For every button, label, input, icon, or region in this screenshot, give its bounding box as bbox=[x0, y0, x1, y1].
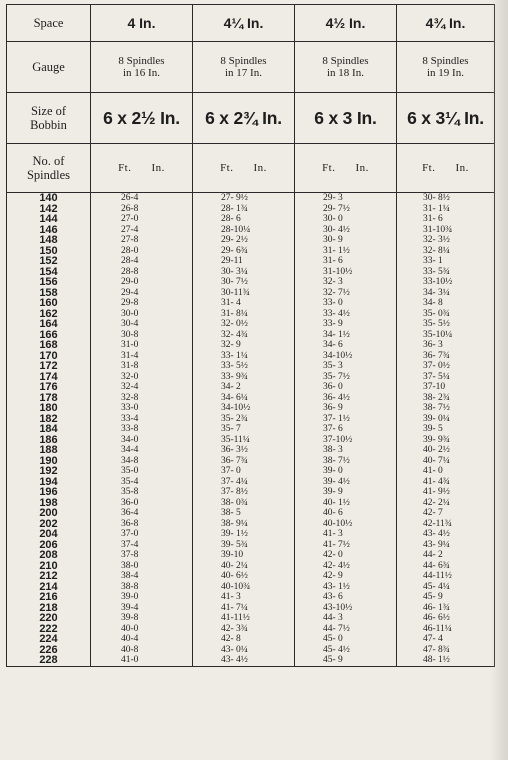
length-value: 41- 7½ bbox=[323, 539, 350, 550]
in-label: In. bbox=[355, 162, 369, 174]
in-label: In. bbox=[253, 162, 267, 174]
length-value: 39- 0 bbox=[323, 466, 343, 476]
length-value: 45- 9 bbox=[423, 592, 443, 602]
length-value: 39- 9 bbox=[323, 487, 343, 497]
length-value: 33-0 bbox=[121, 403, 139, 413]
length-value: 40-10½ bbox=[323, 518, 353, 529]
length-value: 31- 1½ bbox=[323, 245, 350, 256]
length-value: 27-0 bbox=[121, 214, 139, 224]
units-row bbox=[7, 144, 495, 193]
length-value: 33- 9¾ bbox=[221, 371, 248, 382]
length-value: 30- 9 bbox=[323, 235, 343, 245]
in-label: In. bbox=[455, 162, 469, 174]
length-value: 35- 7 bbox=[221, 424, 241, 434]
bobbin-col-4: 6 x 3¼ In. bbox=[397, 93, 495, 144]
spindle-count: 154 bbox=[39, 265, 58, 278]
gauge-col-4-line1: 8 Spindles bbox=[422, 55, 469, 67]
length-value: 33-8 bbox=[121, 424, 139, 434]
spindle-count: 164 bbox=[39, 318, 58, 330]
length-value: 34-0 bbox=[121, 434, 139, 445]
length-value: 38-4 bbox=[121, 571, 139, 581]
length-value: 38- 7½ bbox=[423, 403, 450, 413]
length-value: 38- 3 bbox=[323, 445, 343, 455]
length-value: 44- 6¾ bbox=[423, 560, 450, 571]
length-value: 35- 0¾ bbox=[423, 308, 450, 319]
length-value: 39-4 bbox=[121, 602, 139, 613]
length-value: 43-10½ bbox=[323, 602, 353, 613]
spindle-count: 188 bbox=[39, 444, 58, 456]
length-value: 38- 7½ bbox=[323, 455, 350, 466]
units-col-3 bbox=[295, 144, 397, 193]
length-value: 33- 4½ bbox=[323, 308, 350, 319]
length-value: 42- 3¾ bbox=[221, 623, 248, 634]
gauge-col-2-line1: 8 Spindles bbox=[220, 55, 267, 67]
length-value: 37-10½ bbox=[323, 434, 353, 445]
length-value: 48- 1½ bbox=[423, 655, 450, 665]
length-value: 45- 4¼ bbox=[423, 581, 450, 592]
length-value: 34- 3¼ bbox=[423, 287, 450, 298]
length-value: 29-8 bbox=[121, 298, 139, 308]
length-value: 31-4 bbox=[121, 350, 139, 361]
length-value: 26-4 bbox=[121, 193, 139, 203]
length-value: 39-0 bbox=[121, 592, 139, 602]
length-value: 42- 9 bbox=[323, 571, 343, 581]
length-value: 44-11½ bbox=[423, 571, 452, 581]
space-label: Space bbox=[7, 5, 91, 42]
gauge-col-3-line2: in 18 In. bbox=[327, 67, 364, 79]
length-value: 29- 3 bbox=[323, 193, 343, 203]
length-value: 36- 3½ bbox=[221, 445, 248, 455]
length-value: 46- 6½ bbox=[423, 613, 450, 623]
length-value: 35-4 bbox=[121, 476, 139, 487]
length-value: 35- 5½ bbox=[423, 319, 450, 329]
length-value: 38- 0¾ bbox=[221, 497, 248, 508]
spindles-label bbox=[7, 144, 91, 193]
length-value: 29-4 bbox=[121, 287, 139, 298]
length-value: 36- 7¾ bbox=[423, 350, 450, 361]
length-value: 31- 6 bbox=[423, 214, 443, 224]
length-value: 45- 4½ bbox=[323, 644, 350, 655]
length-value: 40- 1½ bbox=[323, 497, 350, 508]
length-value: 34- 6 bbox=[323, 340, 343, 350]
length-value: 32- 4¾ bbox=[221, 329, 248, 340]
length-value: 32- 3½ bbox=[423, 235, 450, 245]
length-value: 30-0 bbox=[121, 308, 139, 319]
bobbin-row bbox=[7, 93, 495, 144]
spindle-count: 190 bbox=[39, 454, 58, 467]
length-value: 26-8 bbox=[121, 203, 139, 214]
length-value: 41- 7¼ bbox=[221, 602, 248, 613]
length-value: 27-4 bbox=[121, 224, 139, 235]
length-value: 36- 0 bbox=[323, 382, 343, 392]
ft-label: Ft. bbox=[220, 162, 234, 174]
length-value: 31-10¾ bbox=[423, 224, 453, 235]
length-value: 31-8 bbox=[121, 361, 139, 371]
spindle-count: 182 bbox=[39, 412, 58, 425]
length-value: 33- 5½ bbox=[221, 361, 248, 371]
length-value: 41- 3 bbox=[221, 592, 241, 602]
gauge-col-4 bbox=[397, 42, 495, 93]
spindle-count: 156 bbox=[39, 276, 58, 288]
length-value: 34- 8 bbox=[423, 298, 443, 308]
spindle-count: 140 bbox=[39, 192, 58, 204]
length-value: 39- 5 bbox=[423, 424, 443, 434]
length-value: 39-8 bbox=[121, 613, 139, 623]
length-value: 40-4 bbox=[121, 634, 139, 644]
length-value: 42- 2¼ bbox=[423, 497, 450, 508]
length-value: 39- 9¾ bbox=[423, 434, 450, 445]
units-col-1 bbox=[91, 144, 193, 193]
length-value: 37-0 bbox=[121, 529, 139, 539]
length-value: 39- 5¾ bbox=[221, 539, 248, 550]
length-value: 32- 3 bbox=[323, 277, 343, 287]
length-value: 32- 9 bbox=[221, 340, 241, 350]
length-value: 40-0 bbox=[121, 623, 139, 634]
length-value: 34- 6¼ bbox=[221, 392, 248, 403]
length-value: 41-0 bbox=[121, 655, 139, 665]
length-value: 42-11¾ bbox=[423, 518, 452, 529]
spindle-count: 160 bbox=[39, 297, 58, 309]
length-value: 33- 5¾ bbox=[423, 266, 450, 277]
spindle-count: 226 bbox=[39, 643, 58, 656]
length-value: 46-11¼ bbox=[423, 623, 452, 634]
spindles-label-line1: No. of bbox=[32, 154, 65, 168]
length-value: 33- 9 bbox=[323, 319, 343, 329]
spindle-count: 176 bbox=[39, 381, 58, 393]
length-value: 35- 7½ bbox=[323, 371, 350, 382]
length-value: 30-8 bbox=[121, 329, 139, 340]
spindle-count: 152 bbox=[39, 255, 58, 267]
spindle-count: 200 bbox=[39, 507, 58, 519]
gauge-col-4-line2: in 19 In. bbox=[427, 67, 464, 79]
bobbin-col-2: 6 x 2¾ In. bbox=[193, 93, 295, 144]
length-value: 37-10 bbox=[423, 382, 446, 392]
length-value: 35- 2¾ bbox=[221, 413, 248, 424]
ft-label: Ft. bbox=[322, 162, 336, 174]
length-value: 35-10¼ bbox=[423, 329, 453, 340]
length-value: 28-8 bbox=[121, 266, 139, 277]
units-col-4 bbox=[397, 144, 495, 193]
spindle-count: 144 bbox=[39, 213, 58, 225]
spindle-count: 210 bbox=[39, 559, 58, 572]
length-value: 28-4 bbox=[121, 256, 139, 266]
length-value: 30- 0 bbox=[323, 214, 343, 224]
length-value: 41- 3 bbox=[323, 529, 343, 539]
spindle-count: 196 bbox=[39, 486, 58, 498]
space-col-4: 4¾ In. bbox=[397, 5, 495, 42]
spindle-count: 184 bbox=[39, 423, 58, 435]
in-label: In. bbox=[151, 162, 165, 174]
length-value: 29-0 bbox=[121, 277, 139, 287]
length-value: 47- 8¾ bbox=[423, 644, 450, 655]
gauge-label: Gauge bbox=[7, 42, 91, 93]
spindle-count: 224 bbox=[39, 633, 58, 645]
length-value: 36-0 bbox=[121, 497, 139, 508]
length-value: 32- 0½ bbox=[221, 319, 248, 329]
length-value: 43- 0¼ bbox=[221, 644, 248, 655]
length-value: 31- 1¼ bbox=[423, 203, 450, 214]
length-value: 37- 8½ bbox=[221, 487, 248, 497]
length-value: 33- 1¼ bbox=[221, 350, 248, 361]
length-value: 31-10½ bbox=[323, 266, 353, 277]
spindle-count: 148 bbox=[39, 234, 58, 246]
bobbin-col-3: 6 x 3 In. bbox=[295, 93, 397, 144]
spindle-count: 214 bbox=[39, 580, 58, 593]
length-value: 30- 7½ bbox=[221, 277, 248, 287]
length-value: 32- 8¼ bbox=[423, 245, 450, 256]
spindles-column bbox=[7, 193, 91, 667]
spindle-count: 198 bbox=[39, 496, 58, 509]
length-value: 33-10½ bbox=[423, 277, 453, 287]
page-edge-shadow bbox=[490, 0, 508, 760]
length-value: 45- 0 bbox=[323, 634, 343, 644]
spindle-count: 180 bbox=[39, 402, 58, 414]
length-value: 38- 9¼ bbox=[221, 518, 248, 529]
length-value: 39- 4½ bbox=[323, 476, 350, 487]
length-value: 35- 3 bbox=[323, 361, 343, 371]
length-value: 30- 8½ bbox=[423, 193, 450, 203]
spindle-count: 208 bbox=[39, 549, 58, 561]
gauge-col-3 bbox=[295, 42, 397, 93]
length-value: 37- 6 bbox=[323, 424, 343, 434]
length-value: 34-10½ bbox=[221, 403, 251, 413]
length-value: 33-4 bbox=[121, 413, 139, 424]
spindle-count: 212 bbox=[39, 570, 58, 582]
gauge-row bbox=[7, 42, 495, 93]
spindle-count: 218 bbox=[39, 601, 58, 614]
length-value: 39-10 bbox=[221, 550, 244, 560]
length-value: 44- 2 bbox=[423, 550, 443, 560]
length-value: 30- 4½ bbox=[323, 224, 350, 235]
space-row bbox=[7, 5, 495, 42]
length-column-3 bbox=[295, 193, 397, 667]
length-value: 36- 4½ bbox=[323, 392, 350, 403]
length-value: 42- 4½ bbox=[323, 560, 350, 571]
spindle-count: 146 bbox=[39, 223, 58, 236]
length-value: 43- 1½ bbox=[323, 581, 350, 592]
length-value: 41- 0 bbox=[423, 466, 443, 476]
length-value: 32-8 bbox=[121, 392, 139, 403]
length-value: 34- 1½ bbox=[323, 329, 350, 340]
length-value: 33- 0 bbox=[323, 298, 343, 308]
length-column-1 bbox=[91, 193, 193, 667]
space-col-3: 4½ In. bbox=[295, 5, 397, 42]
length-value: 41- 9½ bbox=[423, 487, 450, 497]
length-value: 37- 0½ bbox=[423, 361, 450, 371]
length-value: 43- 4½ bbox=[221, 655, 248, 665]
gauge-col-1-line2: in 16 In. bbox=[123, 67, 160, 79]
length-value: 36- 7¾ bbox=[221, 455, 248, 466]
length-value: 44- 3 bbox=[323, 613, 343, 623]
length-value: 31- 6 bbox=[323, 256, 343, 266]
ft-label: Ft. bbox=[118, 162, 132, 174]
length-value: 41- 4¾ bbox=[423, 476, 450, 487]
length-value: 36-8 bbox=[121, 518, 139, 529]
space-col-2: 4¼ In. bbox=[193, 5, 295, 42]
bobbin-label-line1: Size of bbox=[30, 104, 67, 118]
spindle-count: 204 bbox=[39, 528, 58, 540]
spindle-count: 150 bbox=[39, 244, 58, 257]
length-value: 29- 6¾ bbox=[221, 245, 248, 256]
length-value: 44- 7½ bbox=[323, 623, 350, 634]
length-value: 34-4 bbox=[121, 445, 139, 455]
spindle-count: 172 bbox=[39, 360, 58, 372]
length-value: 37-8 bbox=[121, 550, 139, 560]
length-value: 32- 7½ bbox=[323, 287, 350, 298]
length-value: 41-11½ bbox=[221, 613, 250, 623]
spindle-count: 168 bbox=[39, 339, 58, 351]
length-value: 42- 7 bbox=[423, 508, 443, 518]
spindle-count: 228 bbox=[39, 654, 58, 666]
length-value: 37- 1½ bbox=[323, 413, 350, 424]
length-value: 29- 2½ bbox=[221, 235, 248, 245]
length-value: 40- 2¼ bbox=[221, 560, 248, 571]
spindle-count: 194 bbox=[39, 475, 58, 488]
length-value: 34-10½ bbox=[323, 350, 353, 361]
spindle-count: 166 bbox=[39, 328, 58, 341]
length-value: 38-0 bbox=[121, 560, 139, 571]
length-value: 42- 0 bbox=[323, 550, 343, 560]
spindle-count: 222 bbox=[39, 622, 58, 635]
length-value: 46- 1¾ bbox=[423, 602, 450, 613]
length-value: 34-8 bbox=[121, 455, 139, 466]
length-value: 43- 6 bbox=[323, 592, 343, 602]
length-value: 28- 1¾ bbox=[221, 203, 248, 214]
length-column-2 bbox=[193, 193, 295, 667]
spindle-count: 186 bbox=[39, 433, 58, 446]
length-value: 32-4 bbox=[121, 382, 139, 392]
length-value: 30- 3¼ bbox=[221, 266, 248, 277]
spindle-spacing-table bbox=[6, 4, 495, 667]
length-value: 40- 7¼ bbox=[423, 455, 450, 466]
length-value: 37- 4¼ bbox=[221, 476, 248, 487]
ft-label: Ft. bbox=[422, 162, 436, 174]
length-value: 31- 8¼ bbox=[221, 308, 248, 319]
spindle-count: 206 bbox=[39, 538, 58, 551]
length-value: 28- 6 bbox=[221, 214, 241, 224]
length-column-4 bbox=[397, 193, 495, 667]
space-col-1: 4 In. bbox=[91, 5, 193, 42]
length-value: 43- 4½ bbox=[423, 529, 450, 539]
spindle-count: 142 bbox=[39, 202, 58, 215]
length-value: 28-0 bbox=[121, 245, 139, 256]
length-value: 34- 2 bbox=[221, 382, 241, 392]
spindle-count: 178 bbox=[39, 391, 58, 404]
bobbin-label bbox=[7, 93, 91, 144]
spindle-count: 158 bbox=[39, 286, 58, 299]
length-value: 37- 5¼ bbox=[423, 371, 450, 382]
gauge-col-2-line2: in 17 In. bbox=[225, 67, 262, 79]
length-value: 45- 9 bbox=[323, 655, 343, 665]
length-value: 36- 3 bbox=[423, 340, 443, 350]
length-value: 37-4 bbox=[121, 539, 139, 550]
length-value: 31- 4 bbox=[221, 298, 241, 308]
length-value: 40- 6½ bbox=[221, 571, 248, 581]
gauge-col-1-line1: 8 Spindles bbox=[118, 55, 165, 67]
spindle-count: 202 bbox=[39, 517, 58, 530]
length-value: 47- 4 bbox=[423, 634, 443, 644]
length-value: 37- 0 bbox=[221, 466, 241, 476]
length-value: 30-11¾ bbox=[221, 287, 250, 298]
length-value: 39- 1½ bbox=[221, 529, 248, 539]
length-value: 35-11¼ bbox=[221, 434, 250, 445]
gauge-col-3-line1: 8 Spindles bbox=[322, 55, 369, 67]
length-value: 38- 5 bbox=[221, 508, 241, 518]
length-value: 31-0 bbox=[121, 340, 139, 350]
spindle-count: 192 bbox=[39, 465, 58, 477]
length-value: 32-0 bbox=[121, 371, 139, 382]
data-row bbox=[7, 193, 495, 667]
length-value: 43- 9¼ bbox=[423, 539, 450, 550]
spindle-count: 170 bbox=[39, 349, 58, 362]
length-value: 40- 2½ bbox=[423, 445, 450, 455]
spindle-count: 174 bbox=[39, 370, 58, 383]
length-value: 33- 1 bbox=[423, 256, 443, 266]
length-value: 36- 9 bbox=[323, 403, 343, 413]
length-value: 29- 7½ bbox=[323, 203, 350, 214]
length-value: 35-0 bbox=[121, 466, 139, 476]
length-value: 30-4 bbox=[121, 319, 139, 329]
length-value: 42- 8 bbox=[221, 634, 241, 644]
gauge-col-2 bbox=[193, 42, 295, 93]
length-value: 40-10¾ bbox=[221, 581, 251, 592]
gauge-col-1 bbox=[91, 42, 193, 93]
bobbin-col-1: 6 x 2½ In. bbox=[91, 93, 193, 144]
units-col-2 bbox=[193, 144, 295, 193]
spindle-count: 220 bbox=[39, 612, 58, 624]
length-value: 40- 6 bbox=[323, 508, 343, 518]
length-value: 38- 2¾ bbox=[423, 392, 450, 403]
spindles-label-line2: Spindles bbox=[26, 168, 71, 182]
length-value: 38-8 bbox=[121, 581, 139, 592]
spindle-count: 162 bbox=[39, 307, 58, 320]
length-value: 27- 9½ bbox=[221, 193, 248, 203]
length-value: 28-10¼ bbox=[221, 224, 251, 235]
length-value: 35-8 bbox=[121, 487, 139, 497]
length-value: 27-8 bbox=[121, 235, 139, 245]
length-value: 29-11 bbox=[221, 256, 243, 266]
length-value: 36-4 bbox=[121, 508, 139, 518]
length-value: 40-8 bbox=[121, 644, 139, 655]
bobbin-label-line2: Bobbin bbox=[30, 118, 67, 132]
length-value: 39- 0¼ bbox=[423, 413, 450, 424]
spindle-count: 216 bbox=[39, 591, 58, 603]
